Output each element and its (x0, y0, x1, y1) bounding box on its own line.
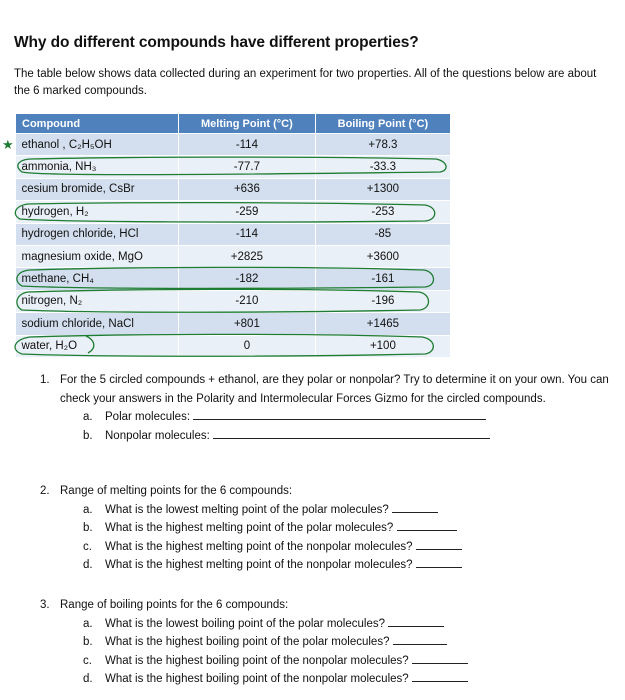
table-header-row (16, 114, 451, 134)
table-row (16, 223, 451, 245)
question-3a: a. What is the lowest boiling point of the polar molecules? (83, 615, 610, 634)
cell-melting-point: +801 (179, 313, 316, 335)
answer-blank-2b[interactable] (397, 519, 457, 531)
cell-melting-point: -210 (179, 290, 316, 312)
question-text: Range of melting points for the 6 compounds: (60, 485, 293, 497)
cell-boiling-point: -33.3 (315, 156, 450, 178)
question-3c-text: What is the highest boiling point of the nonpolar molecules? (105, 654, 409, 667)
cell-melting-point: -114 (179, 134, 316, 156)
page-title: Why do different compounds have different properties? (14, 34, 419, 51)
question-2 (40, 482, 610, 575)
cell-compound: cesium bromide, CsBr (16, 178, 179, 200)
table-row (16, 178, 451, 200)
question-2d: d. What is the highest melting point of the nonpolar molecules? (83, 556, 610, 575)
cell-boiling-point: -161 (315, 268, 450, 290)
table-row (16, 268, 451, 290)
question-3b-text: What is the highest boiling point of the polar molecules? (105, 636, 390, 649)
compound-table (15, 113, 451, 358)
table-row (16, 290, 451, 312)
answer-blank-1a[interactable] (193, 408, 486, 420)
cell-compound: magnesium oxide, MgO (16, 245, 179, 267)
cell-melting-point: -114 (179, 223, 316, 245)
cell-boiling-point: -85 (315, 223, 450, 245)
star-icon: ★ (2, 138, 14, 153)
cell-melting-point: -182 (179, 268, 316, 290)
cell-melting-point: 0 (179, 335, 316, 357)
intro-text: The table below shows data collected during an experiment for two properties. All of the questions below are about the 6 marked compounds. (14, 68, 597, 97)
answer-blank-1b[interactable] (213, 427, 490, 439)
header-compound: Compound (16, 114, 179, 134)
question-2d-text: What is the highest melting point of the nonpolar molecules? (105, 559, 413, 572)
cell-compound: ammonia, NH₃ (16, 156, 179, 178)
answer-blank-3d[interactable] (412, 670, 468, 682)
question-3 (40, 596, 610, 689)
question-3d-text: What is the highest boiling point of the nonpolar molecules? (105, 673, 409, 686)
question-1 (40, 371, 610, 445)
question-number: 3. (40, 599, 50, 611)
table-row (16, 313, 451, 335)
cell-compound: hydrogen, H₂ (16, 201, 179, 223)
table-row (16, 134, 451, 156)
question-1a-text: Polar molecules: (105, 411, 191, 424)
cell-boiling-point: +1465 (315, 313, 450, 335)
answer-blank-3a[interactable] (388, 615, 444, 627)
question-3d: d. What is the highest boiling point of the nonpolar molecules? (83, 670, 610, 689)
cell-boiling-point: +100 (315, 335, 450, 357)
answer-blank-3b[interactable] (393, 633, 447, 645)
cell-melting-point: +2825 (179, 245, 316, 267)
cell-melting-point: -259 (179, 201, 316, 223)
question-1b-text: Nonpolar molecules: (105, 429, 210, 442)
answer-blank-2c[interactable] (416, 538, 462, 550)
cell-compound: ethanol , C₂H₅OH (16, 134, 179, 156)
table-body (16, 134, 451, 358)
question-text: For the 5 circled compounds + ethanol, are they polar or nonpolar? Try to determine it on your own. You can check your answers in the Polarity and Intermolecular Forces Gizmo for the circled compounds. (60, 374, 609, 405)
question-3c: c. What is the highest boiling point of the nonpolar molecules? (83, 652, 610, 671)
question-number: 1. (40, 374, 50, 386)
question-text: Range of boiling points for the 6 compounds: (60, 599, 289, 611)
question-3a-text: What is the lowest boiling point of the polar molecules? (105, 617, 385, 630)
question-number: 2. (40, 485, 50, 497)
cell-compound: methane, CH₄ (16, 268, 179, 290)
table-row (16, 335, 451, 357)
table-row (16, 156, 451, 178)
header-boiling-point: Boiling Point (°C) (315, 114, 450, 134)
answer-blank-2d[interactable] (416, 556, 462, 568)
cell-boiling-point: -253 (315, 201, 450, 223)
cell-melting-point: +636 (179, 178, 316, 200)
question-3b: b. What is the highest boiling point of the polar molecules? (83, 633, 610, 652)
question-2b: b. What is the highest melting point of the polar molecules? (83, 519, 610, 538)
question-1b: b. Nonpolar molecules: (83, 427, 610, 446)
question-2b-text: What is the highest melting point of the polar molecules? (105, 522, 394, 535)
question-2a-text: What is the lowest melting point of the polar molecules? (105, 503, 389, 516)
question-2c: c. What is the highest melting point of the nonpolar molecules? (83, 538, 610, 557)
cell-boiling-point: +1300 (315, 178, 450, 200)
header-melting-point: Melting Point (°C) (179, 114, 316, 134)
answer-blank-2a[interactable] (392, 501, 438, 513)
table-row (16, 245, 451, 267)
cell-boiling-point: +78.3 (315, 134, 450, 156)
table-row (16, 201, 451, 223)
question-2c-text: What is the highest melting point of the nonpolar molecules? (105, 540, 413, 553)
cell-melting-point: -77.7 (179, 156, 316, 178)
cell-compound: water, H₂O (16, 335, 179, 357)
cell-compound: nitrogen, N₂ (16, 290, 179, 312)
cell-compound: sodium chloride, NaCl (16, 313, 179, 335)
cell-compound: hydrogen chloride, HCl (16, 223, 179, 245)
cell-boiling-point: -196 (315, 290, 450, 312)
cell-boiling-point: +3600 (315, 245, 450, 267)
question-1a: a. Polar molecules: (83, 408, 610, 427)
answer-blank-3c[interactable] (412, 652, 468, 664)
question-2a: a. What is the lowest melting point of the polar molecules? (83, 501, 610, 520)
